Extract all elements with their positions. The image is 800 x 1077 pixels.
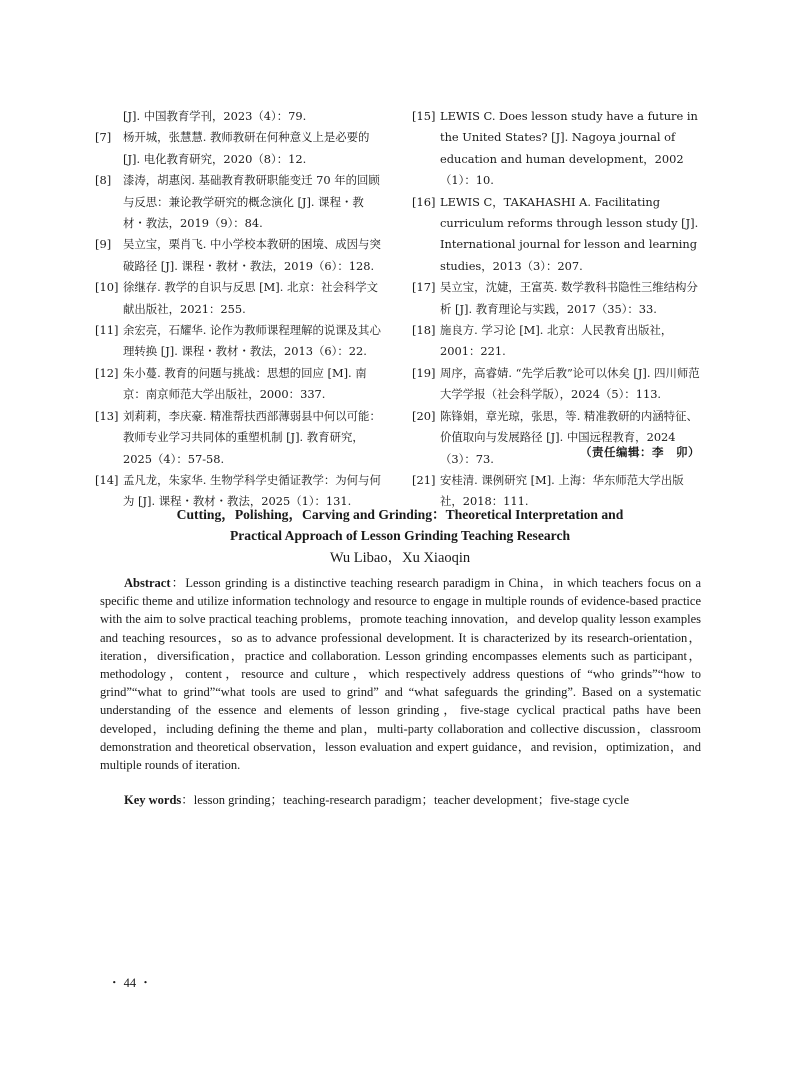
reference-number: [8]: [95, 173, 112, 188]
reference-text: 陈锋娟，章光琼，张思，等. 精准教研的内涵特征、价值取向与发展路径 [J]. 中国远程教育，2024（3）：73.: [440, 408, 698, 466]
reference-number: [20]: [412, 408, 436, 423]
reference-number: [19]: [412, 365, 436, 380]
reference-number: [17]: [412, 280, 436, 295]
reference-number: [7]: [95, 130, 112, 145]
reference-text: 施良方. 学习论 [M]. 北京：人民教育出版社，2001：221.: [440, 323, 673, 359]
reference-item: [412, 320, 702, 363]
reference-text: 徐继存. 教学的自识与反思 [M]. 北京：社会科学文献出版社，2021：255.: [123, 280, 379, 316]
reference-item: [95, 106, 385, 127]
reference-number: [13]: [95, 408, 119, 423]
reference-text: LEWIS C，TAKAHASHI A. Facilitating curriculum reforms through lesson study [J]. International journal for lesson and learning studies，2013（3）：207.: [440, 194, 699, 273]
keywords: [124, 791, 704, 809]
editor-note: （责任编辑：李 卯）: [580, 445, 700, 459]
reference-item: [95, 170, 385, 234]
reference-item: [412, 277, 702, 320]
reference-number: [18]: [412, 323, 436, 338]
reference-number: [16]: [412, 194, 436, 209]
reference-item: [412, 106, 702, 192]
reference-text: LEWIS C. Does lesson study have a future in the United States? [J]. Nagoya journal of education and human development，2002（1）：10.: [440, 109, 698, 188]
reference-text: 余宏亮，石耀华. 论作为教师课程理解的说课及其心理转换 [J]. 课程・教材・教法，2013（6）：22.: [123, 323, 381, 359]
keywords-label: Key words: [124, 793, 182, 807]
english-title-line: Cutting，Polishing，Carving and Grinding：Theoretical Interpretation and: [176, 507, 624, 522]
reference-item: [412, 363, 702, 406]
english-title-line: Practical Approach of Lesson Grinding Teaching Research: [229, 528, 571, 543]
reference-item: [95, 234, 385, 277]
abstract-text: ：Lesson grinding is a distinctive teaching research paradigm in China，in which teachers focus on a specific theme and utilize information technology and resource to engage in multiple rounds of evidence-based practice with the aim to solve practical teaching problems，promote teaching innovation，and develop quality lesson examples and teaching resources，so as to advance professional development. It is characterized by its research-orientation，iteration，diversification，practice and collaboration. Lesson grinding encompasses elements such as participant，methodology，content，resource and culture，which respectively address questions of “who grinds”“how to grind”“what to grind”“what tools are used to grind” and “what safeguards the grinding”. Based on a systematic understanding of the essence and elements of lesson grinding，five-stage cyclical practical paths have been developed，including defining the theme and plan，multi-party collaboration and collective discussion，classroom demonstration and theoretical observation，lesson evaluation and expert guidance，and revision，optimization，and multiple rounds of iteration.: [100, 576, 701, 773]
reference-number: [10]: [95, 280, 119, 295]
reference-item: [412, 192, 702, 278]
abstract-label: Abstract: [124, 576, 171, 590]
reference-text: 吴立宝，栗肖飞. 中小学校本教研的困境、成因与突破路径 [J]. 课程・教材・教法，2019（6）：128.: [123, 237, 381, 273]
reference-text: 安桂清. 课例研究 [M]. 上海：华东师范大学出版社，2018：111.: [440, 472, 684, 509]
reference-text: [J]. 中国教育学刊，2023（4）：79.: [123, 109, 307, 123]
english-title: [100, 504, 700, 546]
reference-text: 漆涛，胡惠闵. 基础教育教研职能变迁 70 年的回顾与反思：兼论教学研究的概念演化 [J]. 课程・教材・教法，2019（9）：84.: [123, 173, 380, 231]
reference-item: [412, 406, 702, 470]
reference-text: 吴立宝，沈婕，王富英. 数学教科书隐性三维结构分析 [J]. 教育理论与实践，2017（35）：33.: [440, 280, 698, 316]
references-left-column: [95, 106, 385, 513]
reference-number: [15]: [412, 109, 436, 123]
reference-text: 刘莉莉，李庆豪. 精准帮扶西部薄弱县中何以可能：教师专业学习共同体的重塑机制 [J]. 教育研究，2025（4）：57-58.: [123, 408, 381, 466]
reference-text: 朱小蔓. 教育的问题与挑战：思想的回应 [M]. 南京：南京师范大学出版社，2000：337.: [123, 365, 367, 402]
reference-text: 杨开城，张慧慧. 教师教研在何种意义上是必要的[J]. 电化教育研究，2020（8）：12.: [123, 130, 370, 166]
reference-number: [21]: [412, 472, 436, 487]
reference-item: [95, 277, 385, 320]
reference-item: [95, 320, 385, 363]
reference-number: [14]: [95, 472, 119, 487]
authors: Wu Libao，Xu Xiaoqin: [329, 550, 471, 566]
reference-number: [9]: [95, 237, 112, 252]
page-number: ・ 44 ・: [108, 976, 152, 990]
reference-text: 周序，高睿婧. “先学后教”论可以休矣 [J]. 四川师范大学学报（社会科学版），2024（5）：113.: [440, 365, 700, 402]
reference-item: [95, 406, 385, 470]
reference-text: 孟凡龙，朱家华. 生物学科学史循证教学：为何与何为 [J]. 课程・教材・教法，2025（1）：131.: [123, 472, 381, 509]
reference-item: [95, 363, 385, 406]
reference-item: [95, 127, 385, 170]
abstract: [100, 574, 701, 774]
keywords-text: ：lesson grinding；teaching-research paradigm；teacher development；five-stage cycle: [181, 793, 630, 807]
reference-number: [11]: [95, 323, 119, 338]
reference-number: [12]: [95, 365, 119, 380]
